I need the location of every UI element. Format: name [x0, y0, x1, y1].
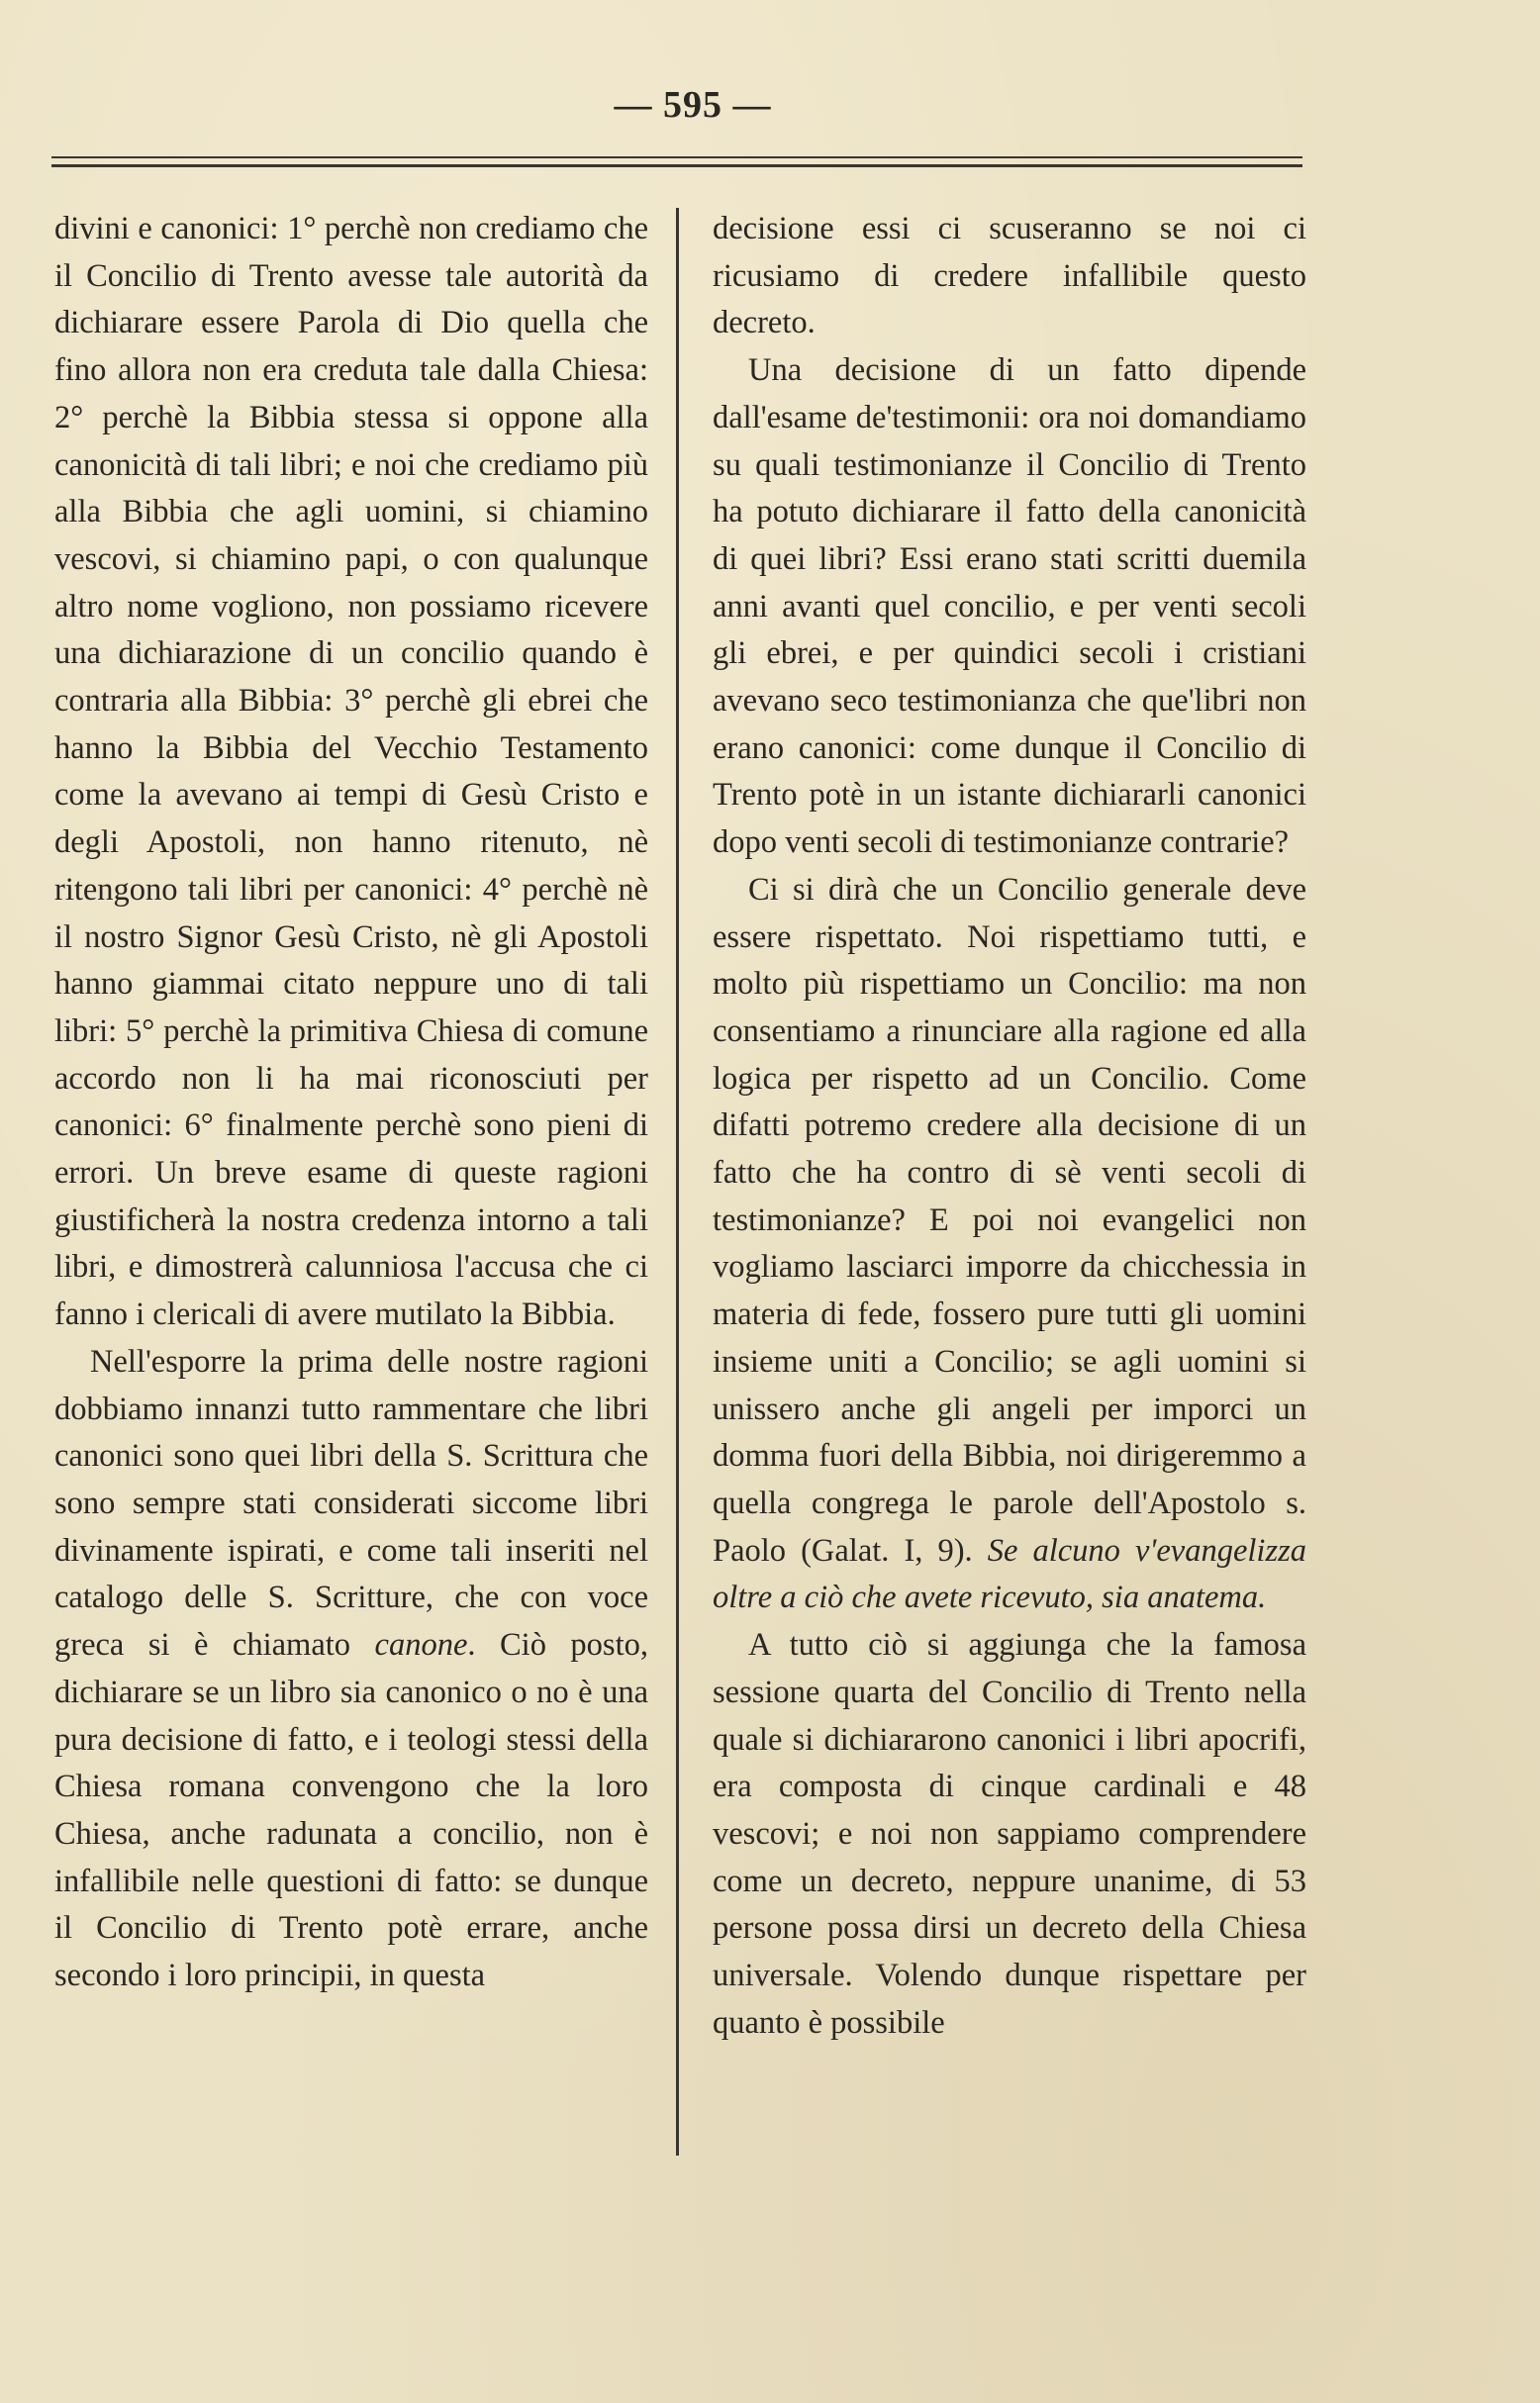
right-paragraph-3 — [713, 867, 1306, 1622]
right-paragraph-1: decisione essi ci scuseranno se noi ci ricusiamo di credere infallibile questo decreto. — [713, 211, 1306, 341]
left-paragraph-2-italic: canone — [374, 1627, 468, 1664]
left-paragraph-2 — [54, 1339, 648, 2000]
left-paragraph-1: divini e canonici: 1° perchè non crediamo che il Concilio di Trento avesse tale autorità da dichiarare essere Parola di Dio quella che fino allora non era creduta tale dalla Chiesa: 2° perchè la Bibbia stessa si oppone alla canonicità di tali libri; e noi che crediamo più alla Bibbia che agli uomini, si chiamino vescovi, si chiamino papi, o con qualunque altro nome vogliono, non possiamo ricevere una dichiarazione di un concilio quando è contraria alla Bibbia: 3° perchè gli ebrei che hanno la Bibbia del Vecchio Testamento come la avevano ai tempi di Gesù Cristo e degli Apostoli, non hanno ritenuto, nè ritengono tali libri per canonici: 4° perchè nè il nostro Signor Gesù Cristo, nè gli Apostoli hanno giammai citato neppure uno di tali libri: 5° perchè la primitiva Chiesa di comune accordo non li ha mai riconosciuti per canonici: 6° finalmente perchè sono pieni di errori. Un breve esame di queste ragioni giustificherà la nostra credenza intorno a tali libri, e dimostrerà calunniosa l'accusa che ci fanno i clericali di avere mutilato la Bibbia. — [54, 211, 648, 1333]
right-paragraph-4: A tutto ciò si aggiunga che la famosa sessione quarta del Concilio di Trento nella quale si dichiararono canonici i libri apocrifi, era composta di cinque cardinali e 48 vescovi; e noi non sappiamo comprendere come un decreto, neppure unanime, di 53 persone possa dirsi un decreto della Chiesa universale. Volendo dunque rispettare per quanto è possibile — [713, 1627, 1306, 2041]
left-paragraph-2-text-a: Nell'esporre la prima delle nostre ragioni dobbiamo innanzi tutto rammentare che libri canonici sono quei libri della S. Scrittura che sono sempre stati considerati siccome libri divinamente ispirati, e come tali inseriti nel catalogo delle S. Scritture, che con voce greca si è chiamato — [54, 1343, 648, 1664]
left-column — [54, 206, 648, 2000]
right-paragraph-3-italic-quote: Se alcuno v'evangelizza oltre a ciò che avete ricevuto, sia anatema. — [713, 1532, 1306, 1616]
left-paragraph-2-text-b: . Ciò posto, dichiarare se un libro sia canonico o no è una pura decisione di fatto, e i teologi stessi della Chiesa romana convengono che la loro Chiesa, anche radunata a concilio, non è infallibile nelle questioni di fatto: se dunque il Concilio di Trento potè errare, anche secondo i loro principii, in questa — [54, 1627, 648, 1994]
right-column — [713, 206, 1306, 2047]
column-divider — [676, 208, 679, 2156]
page-number: — 595 — — [614, 84, 772, 126]
right-paragraph-3-text: Ci si dirà che un Concilio generale deve essere rispettato. Noi rispettiamo tutti, e molto più rispettiamo un Concilio: ma non consentiamo a rinunciare alla ragione ed alla logica per rispetto ad un Concilio. Come difatti potremo credere alla decisione di un fatto che ha contro di sè venti secoli di testimonianze? E poi noi evangelici non vogliamo lasciarci imporre da chicchessia in materia di fede, fossero pure tutti gli uomini insieme uniti a Concilio; se agli uomini si unissero anche gli angeli per imporci un domma fuori della Bibbia, noi dirigeremmo a quella congrega le parole dell'Apostolo s. Paolo (Galat. I, 9). — [713, 871, 1306, 1569]
right-paragraph-2: Una decisione di un fatto dipende dall'esame de'testimonii: ora noi domandiamo su quali testimonianze il Concilio di Trento ha potuto dichiarare il fatto della canonicità di quei libri? Essi erano stati scritti duemila anni avanti quel concilio, e per venti secoli gli ebrei, e per quindici secoli i cristiani avevano seco testimonianza che que'libri non erano canonici: come dunque il Concilio di Trento potè in un istante dichiararli canonici dopo venti secoli di testimonianze contrarie? — [713, 352, 1306, 861]
header-double-rule — [51, 156, 1302, 167]
